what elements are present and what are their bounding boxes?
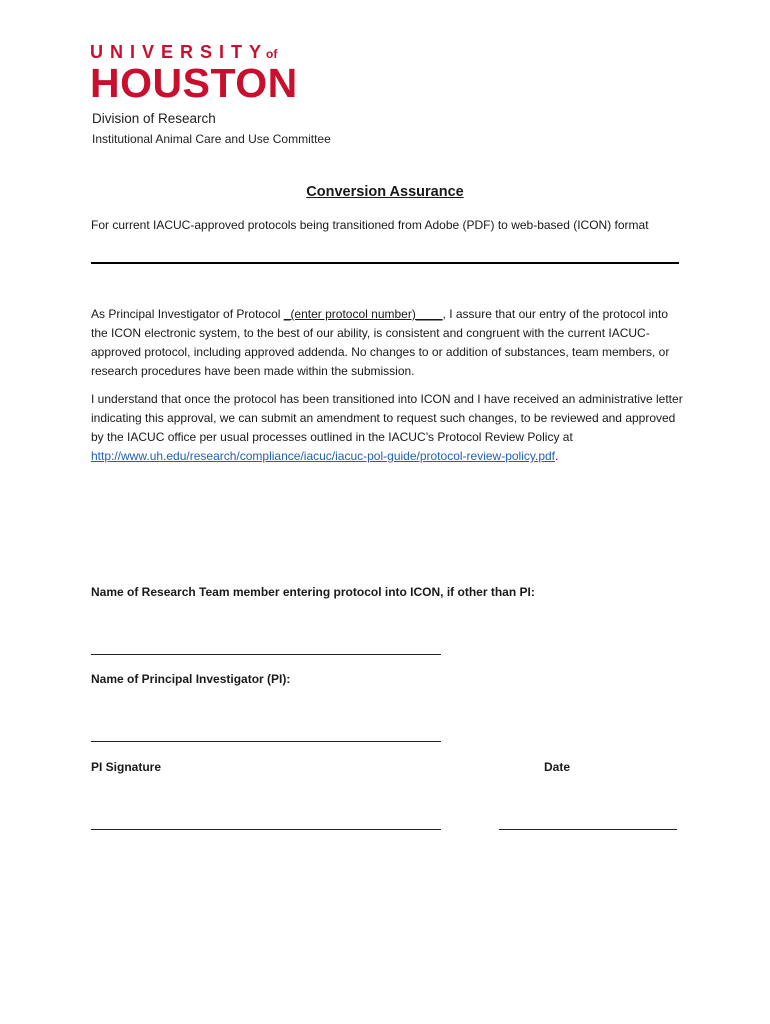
- committee-name: Institutional Animal Care and Use Committee: [92, 132, 331, 146]
- university-logo: [90, 42, 310, 106]
- pi-signature-label: PI Signature: [91, 760, 162, 774]
- page-title: Conversion Assurance: [306, 184, 464, 200]
- assurance-suffix: , I assure that our entry of the protocol into the ICON electronic system, to the best of our ability, is consistent and congruent with the current IACUC-approved protocol, including approved addenda. No changes to or addition of substances, team members, or research procedures have been made within the submission.: [91, 307, 670, 378]
- pi-signature-line[interactable]: [91, 829, 441, 830]
- logo-university-text: UNIVERSITY: [90, 42, 269, 62]
- date-line[interactable]: [499, 829, 677, 830]
- understanding-end: .: [555, 449, 559, 463]
- pi-name-label: Name of Principal Investigator (PI):: [91, 672, 291, 686]
- assurance-paragraph: [91, 305, 683, 381]
- logo-of-text: of: [266, 47, 278, 61]
- page-subtitle: For current IACUC-approved protocols being transitioned from Adobe (PDF) to web-based (ICON) format: [91, 218, 649, 232]
- policy-link[interactable]: http://www.uh.edu/research/compliance/iacuc/iacuc-pol-guide/protocol-review-policy.pdf: [91, 449, 556, 463]
- team-member-name-line[interactable]: [91, 654, 441, 655]
- logo-top-line: [90, 42, 310, 62]
- horizontal-divider: [91, 262, 679, 264]
- understanding-text: I understand that once the protocol has been transitioned into ICON and I have received an administrative letter indicating this approval, we can submit an amendment to request such changes, to be reviewed and approved by the IACUC office per usual processes outlined in the IACUC’s Protocol Review Policy at: [91, 392, 683, 444]
- pi-name-line[interactable]: [91, 741, 441, 742]
- protocol-number-field[interactable]: _(enter protocol number)____: [283, 307, 443, 321]
- date-label: Date: [544, 760, 571, 774]
- team-member-label: Name of Research Team member entering protocol into ICON, if other than PI:: [91, 585, 535, 599]
- understanding-paragraph: [91, 390, 683, 466]
- logo-houston-text: HOUSTON: [90, 60, 298, 106]
- department-name: Division of Research: [92, 111, 216, 126]
- assurance-prefix: As Principal Investigator of Protocol: [91, 307, 284, 321]
